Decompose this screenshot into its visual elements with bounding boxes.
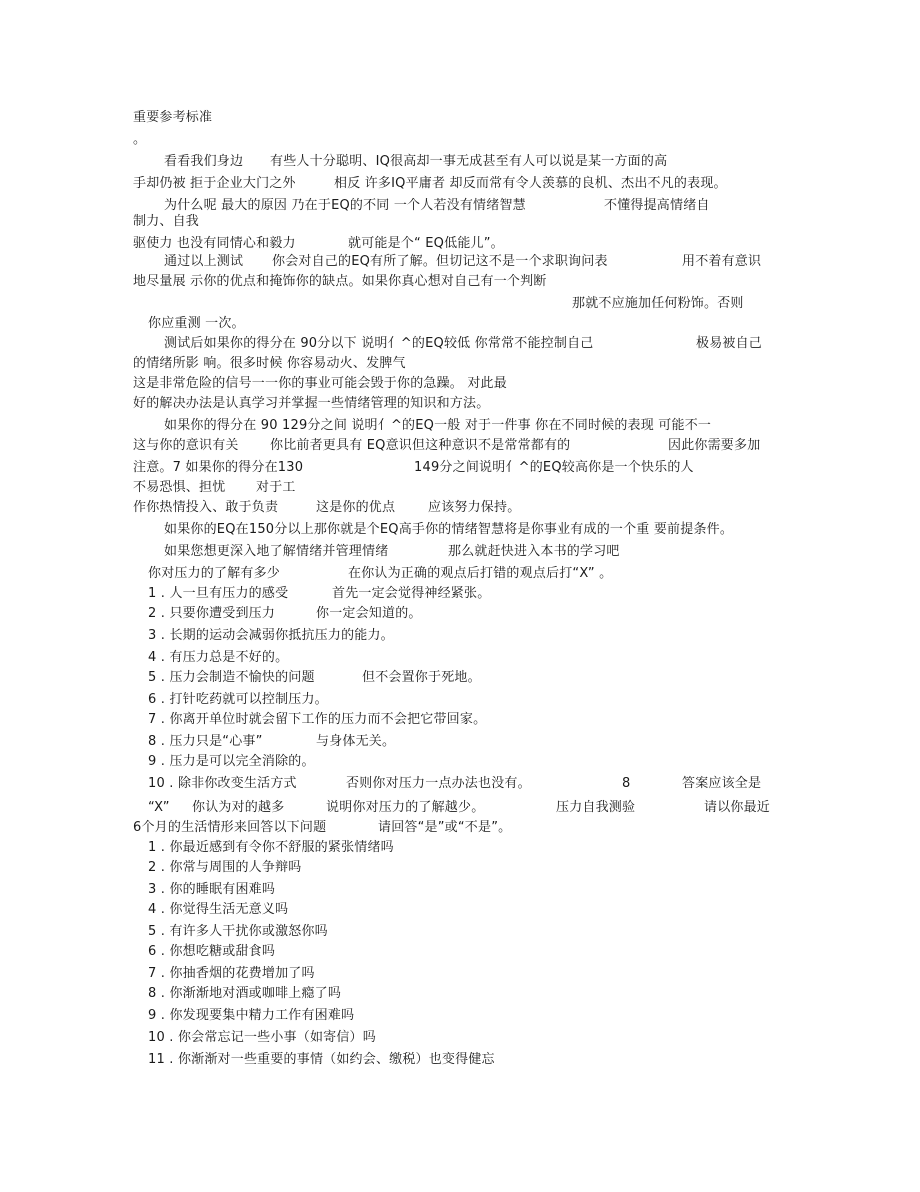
list-item: 5 . 有许多人干扰你或激怒你吗 [148,924,328,939]
text-line: 对于工 [256,480,296,495]
text-line: 那就不应施加任何粉饰。否则 [572,296,744,311]
text-line: 注意。7 如果你的得分在130 [133,460,304,475]
text-line: 在你认为正确的观点后打错的观点后打“X” 。 [348,566,613,581]
text-line: 驱使力 也没有同情心和毅力 [133,236,296,251]
text-line: 你对压力的了解有多少 [148,566,281,581]
text-line: 请回答“是”或“不是”。 [378,820,512,835]
list-item: 2 . 你常与周围的人争辩吗 [148,860,302,875]
text-line: 地尽量展 示你的优点和掩饰你的缺点。如果你真心想对自己有一个判断 [133,274,547,289]
list-item: 9 . 你发现要集中精力工作有困难吗 [148,1008,355,1023]
text-line: 极易被自己 [696,336,763,351]
text-line: 好的解决办法是认真学习并掌握一些情绪管理的知识和方法。 [133,396,490,411]
text-line: 。 [133,132,147,147]
text-line: 的情绪所影 响。很多时候 你容易动火、发脾气 [133,356,406,371]
text-line: 如果你的得分在 90 129分之间 说明亻^的EQ一般 对于一件事 你在不同时候的表现 可能不一 [164,418,712,433]
text-line: 作你热情投入、敢于负责 [133,500,279,515]
list-item: 7 . 你抽香烟的花费增加了吗 [148,966,315,981]
list-item: 6 . 你想吃糖或甜食吗 [148,944,276,959]
text-line: 你会对自己的EQ有所了解。但切记这不是一个求职询问表 [272,254,608,269]
list-item: 4 . 你觉得生活无意义吗 [148,902,289,917]
text-line: 应该努力保持。 [428,500,521,515]
list-item: 首先一定会觉得神经紧张。 [332,586,491,601]
text-line: 这是非常危险的信号一一你的事业可能会毁于你的急躁。 对此最 [133,376,507,391]
list-item: 否则你对压力一点办法也没有。 [346,776,531,791]
text-line: 测试后如果你的得分在 90分以下 说明亻^的EQ较低 你常常不能控制自己 [164,336,594,351]
list-item: 6 . 打针吃药就可以控制压力。 [148,692,328,707]
text-line: 8 [622,776,631,791]
text-line: 压力自我测验 [556,800,636,815]
text-line: 说明你对压力的了解越少。 [326,800,485,815]
list-item: 10 . 除非你改变生活方式 [148,776,297,791]
text-line: 这与你的意识有关 [133,438,239,453]
text-line: “X” [148,800,170,815]
text-line: 有些人十分聪明、IQ很高却一事无成甚至有人可以说是某一方面的高 [270,154,668,169]
text-line: 6个月的生活情形来回答以下问题 [133,820,327,835]
list-item: 2 . 只要你遭受到压力 [148,606,276,621]
list-item: 3 . 你的睡眠有困难吗 [148,882,276,897]
list-item: 11 . 你渐渐对一些重要的事情（如约会、缴税）也变得健忘 [148,1052,495,1067]
text-line: 请以你最近 [704,800,771,815]
list-item: 1 . 你最近感到有令你不舒服的紧张情绪吗 [148,840,394,855]
text-line: 因此你需要多加 [668,438,761,453]
text-line: 制力、自我 [133,214,200,229]
list-item: 8 . 压力只是“心事” [148,734,263,749]
list-item: 5 . 压力会制造不愉快的问题 [148,670,315,685]
text-line: 你应重测 一次。 [148,316,245,331]
list-item: 但不会置你于死地。 [362,670,481,685]
text-line: 你认为对的越多 [192,800,285,815]
text-line: 通过以上测试 [164,254,244,269]
text-line: 相反 许多IQ平庸者 却反而常有令人羡慕的良机、杰出不凡的表现。 [334,176,727,191]
list-item: 10 . 你会常忘记一些小事（如寄信）吗 [148,1030,376,1045]
text-line: 如果你的EQ在150分以上那你就是个EQ高手你的情绪智慧将是你事业有成的一个重 要前提条件。 [164,522,734,537]
text-line: 如果您想更深入地了解情绪并管理情绪 [164,544,389,559]
text-line: 这是你的优点 [316,500,396,515]
text-line: 你比前者更具有 EQ意识但这种意识不是常常都有的 [270,438,571,453]
list-item: 9 . 压力是可以完全消除的。 [148,754,315,769]
list-item: 你一定会知道的。 [316,606,422,621]
document-heading: 重要参考标准 [133,110,213,125]
text-line: 用不着有意识 [682,254,762,269]
text-line: 看看我们身边 [164,154,244,169]
text-line: 为什么呢 最大的原因 乃在于EQ的不同 一个人若没有情绪智慧 [164,198,526,213]
text-line: 149分之间说明亻^的EQ较高你是一个快乐的人 [414,460,694,475]
text-line: 不易恐惧、担忧 [133,480,226,495]
text-line: 就可能是个“ EQ低能儿”。 [348,236,504,251]
list-item: 8 . 你渐渐地对酒或咖啡上瘾了吗 [148,986,342,1001]
list-item: 7 . 你离开单位时就会留下工作的压力而不会把它带回家。 [148,712,487,727]
text-line: 那么就赶快进入本书的学习吧 [448,544,620,559]
text-line: 答案应该全是 [682,776,762,791]
list-item: 3 . 长期的运动会减弱你抵抗压力的能力。 [148,628,394,643]
list-item: 4 . 有压力总是不好的。 [148,650,289,665]
list-item: 1 . 人一旦有压力的感受 [148,586,289,601]
text-line: 手却仍被 拒于企业大门之外 [133,176,296,191]
list-item: 与身体无关。 [316,734,396,749]
text-line: 不懂得提高情绪自 [604,198,710,213]
